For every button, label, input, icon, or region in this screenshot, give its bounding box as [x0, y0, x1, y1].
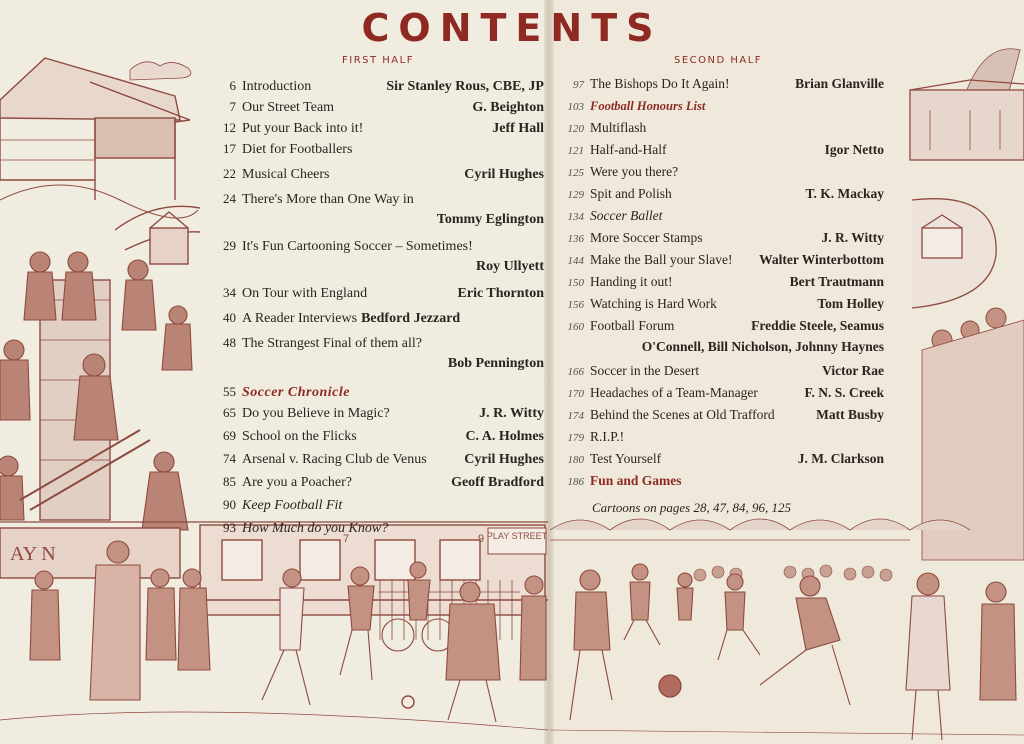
page-title: CONTENTS — [361, 6, 663, 50]
toc-title: Spit and Polish — [590, 186, 672, 201]
toc-title: Soccer in the Desert — [590, 363, 700, 378]
wall-letters: AY N — [10, 543, 56, 565]
toc-title: Fun and Games — [590, 473, 682, 488]
toc-entry[interactable] — [206, 139, 544, 160]
toc-title: Headaches of a Team-Manager — [590, 385, 758, 400]
toc-title: Soccer Ballet — [590, 208, 663, 223]
toc-page-number: 7 — [229, 99, 236, 114]
toc-page-number: 90 — [223, 497, 236, 512]
toc-entry[interactable] — [562, 272, 884, 293]
toc-page-number: 34 — [223, 285, 236, 300]
toc-entry[interactable] — [562, 383, 884, 404]
toc-page-number: 17 — [223, 141, 236, 156]
toc-author: Sir Stanley Rous, CBE, JP — [386, 79, 544, 94]
toc-author: Jeff Hall — [492, 121, 544, 136]
toc-author: C. A. Holmes — [465, 429, 544, 444]
toc-entry[interactable] — [206, 308, 544, 329]
toc-title: Soccer Chronicle — [242, 385, 350, 400]
toc-entry[interactable] — [206, 333, 544, 374]
toc-entry[interactable] — [562, 250, 884, 271]
toc-author: G. Beighton — [472, 100, 544, 115]
toc-author: Bert Trautmann — [789, 274, 884, 289]
toc-page-number: 121 — [567, 145, 584, 157]
toc-author: T. K. Mackay — [805, 186, 884, 201]
house-number-a: 7 — [343, 533, 350, 545]
toc-title: Test Yourself — [590, 451, 662, 466]
toc-page-number: 125 — [567, 167, 584, 179]
toc-page-number: 170 — [567, 388, 584, 400]
toc-page-number: 180 — [567, 454, 584, 466]
toc-page-number: 55 — [223, 384, 236, 399]
toc-entry[interactable] — [562, 316, 884, 357]
toc-entry[interactable] — [206, 518, 544, 539]
toc-entry[interactable] — [206, 164, 544, 185]
toc-title: Multiflash — [590, 120, 647, 135]
toc-entry[interactable] — [206, 495, 544, 516]
toc-title: Arsenal v. Racing Club de Venus — [242, 452, 427, 467]
toc-title: Are you a Poacher? — [242, 475, 353, 490]
toc-title: The Bishops Do It Again! — [590, 76, 730, 91]
toc-entry[interactable] — [562, 294, 884, 315]
toc-title: Half-and-Half — [590, 142, 667, 157]
toc-title: R.I.P.! — [590, 429, 625, 444]
toc-title: Introduction — [242, 79, 312, 94]
toc-author: Roy Ullyett — [475, 259, 544, 274]
toc-title: Musical Cheers — [242, 167, 330, 182]
toc-page-number: 6 — [229, 78, 236, 93]
play-street-sign: PLAY STREET — [486, 531, 548, 541]
first-half-label: FIRST HALF — [342, 55, 414, 66]
toc-page-number: 174 — [567, 410, 584, 422]
toc-entry[interactable] — [562, 162, 884, 183]
toc-author: J. M. Clarkson — [797, 451, 884, 466]
toc-title: There's More than One Way in — [242, 192, 414, 207]
toc-author-continued: O'Connell, Bill Nicholson, Johnny Haynes — [641, 339, 884, 354]
toc-entry[interactable] — [206, 426, 544, 447]
toc-author: Freddie Steele, Seamus — [751, 318, 884, 333]
toc-page-number: 93 — [223, 520, 236, 535]
toc-page-number: 65 — [223, 405, 236, 420]
toc-page-number: 150 — [567, 277, 584, 289]
toc-entry[interactable] — [206, 189, 544, 230]
toc-page-number: 22 — [223, 166, 236, 181]
toc-title: School on the Flicks — [242, 429, 357, 444]
toc-page-number: 74 — [223, 451, 236, 466]
toc-author: Brian Glanville — [795, 76, 884, 91]
toc-entry[interactable] — [562, 184, 884, 205]
toc-title: The Strangest Final of them all? — [242, 336, 423, 351]
toc-author: Igor Netto — [824, 142, 884, 157]
toc-page-number: 120 — [567, 123, 584, 135]
toc-title: Do you Believe in Magic? — [242, 406, 390, 421]
toc-page-number: 69 — [223, 428, 236, 443]
toc-entry[interactable] — [206, 76, 544, 97]
toc-title: A Reader Interviews — [242, 311, 358, 326]
toc-title: More Soccer Stamps — [590, 230, 703, 245]
toc-entry[interactable] — [562, 140, 884, 161]
toc-entry[interactable] — [206, 382, 544, 403]
toc-entry[interactable] — [562, 405, 884, 426]
toc-entry[interactable] — [206, 449, 544, 470]
toc-entry[interactable] — [206, 97, 544, 118]
toc-author: Matt Busby — [816, 407, 884, 422]
toc-page-number: 85 — [223, 474, 236, 489]
toc-entry[interactable] — [562, 228, 884, 249]
toc-entry[interactable] — [562, 449, 884, 470]
toc-author: Tommy Eglington — [436, 212, 544, 227]
toc-page-number: 129 — [567, 189, 584, 201]
toc-entry[interactable] — [206, 236, 544, 277]
toc-title: Football Forum — [590, 318, 675, 333]
toc-title: Football Honours List — [590, 99, 706, 113]
toc-page-number: 160 — [567, 321, 584, 333]
toc-title: How Much do you Know? — [242, 521, 389, 536]
toc-title: Diet for Footballers — [242, 142, 353, 157]
toc-title: Keep Football Fit — [242, 498, 343, 513]
toc-title: On Tour with England — [242, 286, 368, 301]
toc-entry[interactable] — [562, 118, 884, 139]
first-half-contents — [206, 76, 544, 539]
toc-page-number: 24 — [223, 191, 236, 206]
toc-entry[interactable] — [562, 74, 884, 95]
toc-title: It's Fun Cartooning Soccer – Sometimes! — [242, 239, 473, 254]
toc-entry[interactable] — [206, 118, 544, 139]
toc-entry[interactable] — [562, 471, 884, 492]
toc-page-number: 156 — [567, 299, 584, 311]
toc-author: Bedford Jezzard — [361, 311, 461, 326]
toc-page-number: 29 — [223, 238, 236, 253]
toc-title: Make the Ball your Slave! — [590, 252, 733, 267]
toc-author: Cyril Hughes — [464, 167, 544, 182]
toc-page-number: 179 — [567, 432, 584, 444]
toc-author: Eric Thornton — [457, 286, 544, 301]
toc-page-number: 40 — [223, 310, 236, 325]
toc-author: Victor Rae — [822, 363, 884, 378]
toc-page-number: 134 — [567, 211, 584, 223]
toc-entry[interactable] — [562, 427, 884, 448]
toc-entry[interactable] — [206, 472, 544, 493]
toc-entry[interactable] — [562, 206, 884, 227]
toc-author: Tom Holley — [817, 296, 884, 311]
toc-author: Geoff Bradford — [451, 475, 544, 490]
second-half-label: SECOND HALF — [674, 55, 763, 66]
toc-title: Put your Back into it! — [242, 121, 364, 136]
toc-entry[interactable] — [206, 283, 544, 304]
toc-entry[interactable] — [206, 403, 544, 424]
toc-page-number: 97 — [573, 79, 584, 91]
toc-entry[interactable] — [562, 361, 884, 382]
toc-page-number: 166 — [567, 366, 584, 378]
toc-page-number: 48 — [223, 335, 236, 350]
toc-author: F. N. S. Creek — [804, 385, 884, 400]
cartoons-note: Cartoons on pages 28, 47, 84, 96, 125 — [592, 500, 791, 515]
toc-author: J. R. Witty — [821, 230, 884, 245]
toc-page-number: 12 — [223, 120, 236, 135]
toc-author: Walter Winterbottom — [759, 252, 884, 267]
toc-page-number: 144 — [567, 255, 584, 267]
toc-title: Handing it out! — [590, 274, 673, 289]
toc-page-number: 103 — [567, 101, 584, 113]
toc-author: Cyril Hughes — [464, 452, 544, 467]
toc-title: Were you there? — [590, 164, 679, 179]
toc-author: J. R. Witty — [479, 406, 544, 421]
toc-entry[interactable] — [562, 96, 884, 117]
house-number-b: 9 — [478, 533, 485, 545]
toc-author: Bob Pennington — [447, 356, 544, 371]
toc-page-number: 136 — [567, 233, 584, 245]
toc-title: Behind the Scenes at Old Trafford — [590, 407, 775, 422]
toc-title: Our Street Team — [242, 100, 335, 115]
toc-page-number: 186 — [567, 476, 584, 488]
toc-title: Watching is Hard Work — [590, 296, 717, 311]
second-half-contents — [562, 74, 884, 518]
